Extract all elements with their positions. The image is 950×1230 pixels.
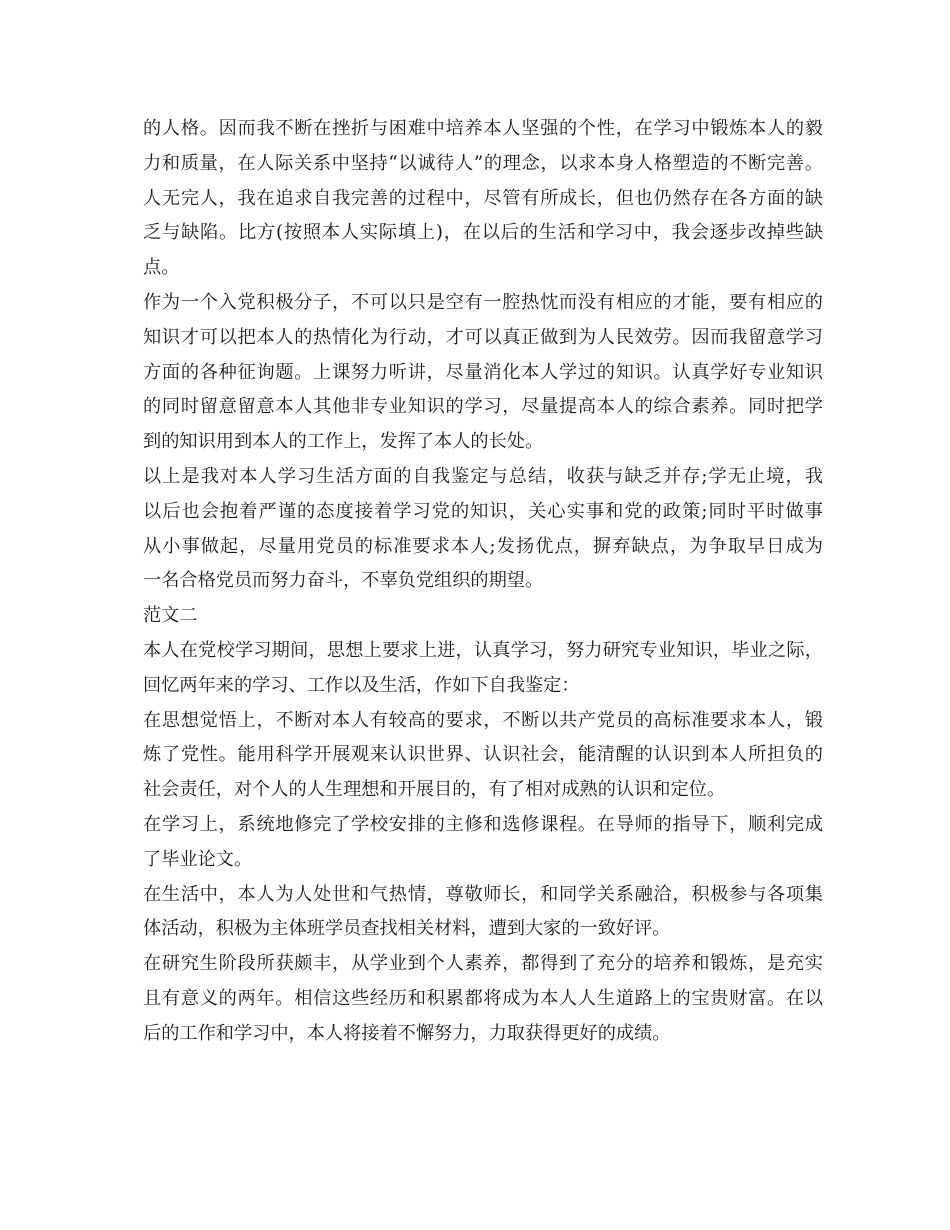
text-line: 乏与缺陷。比方(按照本人实际填上)，在以后的生活和学习中，我会逐步改掉些缺 <box>143 222 823 244</box>
text-line: 且有意义的两年。相信这些经历和积累都将成为本人人生道路上的宝贵财富。在以 <box>143 987 823 1009</box>
text-line: 从小事做起，尽量用党员的标准要求本人;发扬优点，摒弃缺点，为争取早日成为 <box>143 535 823 557</box>
text-line: 后的工作和学习中，本人将接着不懈努力，力取获得更好的成绩。 <box>143 1022 671 1044</box>
text-line: 本人在党校学习期间，思想上要求上进，认真学习，努力研究专业知识，毕业之际， <box>143 639 823 661</box>
text-line: 以后也会抱着严谨的态度接着学习党的知识，关心实事和党的政策;同时平时做事 <box>143 500 823 522</box>
text-line: 回忆两年来的学习、工作以及生活，作如下自我鉴定： <box>143 674 580 696</box>
text-line: 炼了党性。能用科学开展观来认识世界、认识社会，能清醒的认识到本人所担负的 <box>143 744 823 766</box>
text-line: 方面的各种征询题。上课努力听讲，尽量消化本人学过的知识。认真学好专业知识 <box>143 361 823 383</box>
text-line: 在研究生阶段所获颇丰，从学业到个人素养，都得到了充分的培养和锻炼，是充实 <box>143 953 823 975</box>
section-heading: 范文二 <box>143 605 198 627</box>
text-line: 作为一个入党积极分子，不可以只是空有一腔热忱而没有相应的才能，要有相应的 <box>143 291 823 313</box>
text-line: 了毕业论文。 <box>143 848 253 870</box>
text-line: 点。 <box>143 257 180 279</box>
text-line: 知识才可以把本人的热情化为行动，才可以真正做到为人民效劳。因而我留意学习 <box>143 326 823 348</box>
text-line: 力和质量，在人际关系中坚持“以诚待人”的理念，以求本身人格塑造的不断完善。 <box>143 152 823 174</box>
text-line: 的同时留意留意本人其他非专业知识的学习，尽量提高本人的综合素养。同时把学 <box>143 396 823 418</box>
text-line: 一名合格党员而努力奋斗，不辜负党组织的期望。 <box>143 570 544 592</box>
text-line: 在思想觉悟上，不断对本人有较高的要求，不断以共产党员的高标准要求本人，锻 <box>143 709 823 731</box>
text-line: 在生活中，本人为人处世和气热情，尊敬师长，和同学关系融洽，积极参与各项集 <box>143 883 823 905</box>
text-line: 以上是我对本人学习生活方面的自我鉴定与总结，收获与缺乏并存;学无止境，我 <box>143 465 823 487</box>
document-body <box>143 112 823 1052</box>
text-line: 到的知识用到本人的工作上，发挥了本人的长处。 <box>143 431 544 453</box>
text-line: 在学习上，系统地修完了学校安排的主修和选修课程。在导师的指导下，顺利完成 <box>143 813 823 835</box>
text-line: 社会责任，对个人的人生理想和开展目的，有了相对成熟的认识和定位。 <box>143 779 726 801</box>
text-line: 人无完人，我在追求自我完善的过程中，尽管有所成长，但也仍然存在各方面的缺 <box>143 187 823 209</box>
text-line: 体活动，积极为主体班学员查找相关材料，遭到大家的一致好评。 <box>143 918 671 940</box>
text-line: 的人格。因而我不断在挫折与困难中培养本人坚强的个性，在学习中锻炼本人的毅 <box>143 118 823 139</box>
